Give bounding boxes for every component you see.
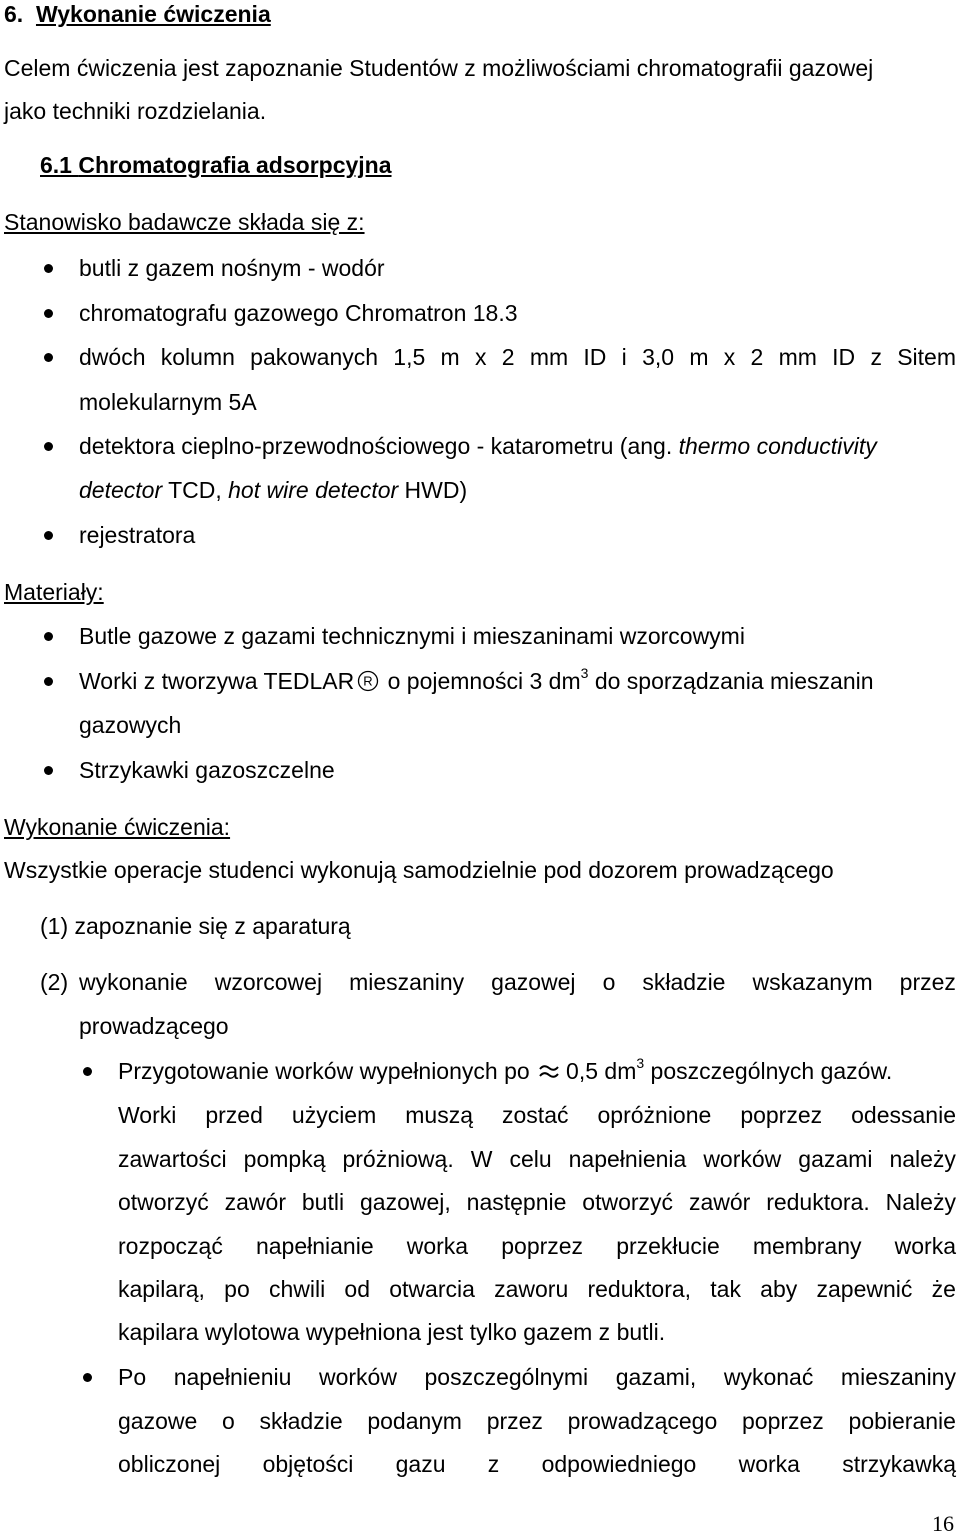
word: składzie: [642, 969, 726, 995]
sub-item-1-body-line-5: [118, 1275, 956, 1303]
sub-item-2-line-3: [118, 1450, 956, 1478]
word: z: [487, 1451, 500, 1478]
word: 1,5: [393, 344, 426, 370]
word: celu: [509, 1145, 552, 1172]
bullet-icon: [44, 442, 53, 451]
gases-text: poszczególnych gazów.: [644, 1058, 893, 1084]
word: zawór: [688, 1189, 751, 1216]
detector-abbr-2: HWD): [398, 477, 468, 503]
stand-item-3-line-1: [79, 343, 956, 371]
word: gazami,: [615, 1364, 697, 1390]
word: otworzyć: [118, 1189, 209, 1216]
word: objętości: [262, 1451, 354, 1478]
word: o: [222, 1407, 235, 1434]
bullet-icon: [44, 353, 53, 362]
word: m: [440, 344, 460, 370]
word: mm: [778, 344, 817, 370]
word: dwóch: [79, 344, 146, 370]
tedlar-text: Worki z tworzywa TEDLAR: [79, 668, 355, 694]
page-number: 16: [932, 1511, 954, 1536]
word: wskazanym: [752, 969, 873, 995]
procedure-heading: Wykonanie ćwiczenia:: [4, 814, 231, 840]
word: kapilarą,: [118, 1276, 205, 1303]
bullet-icon: [44, 531, 53, 540]
word: x: [723, 344, 736, 370]
word: worka: [894, 1232, 956, 1259]
sub-item-1-body-line-4: [118, 1232, 956, 1260]
word: użyciem: [291, 1102, 377, 1128]
svg-text:R: R: [363, 673, 373, 689]
word: odpowiedniego: [541, 1451, 697, 1478]
word: otwarcia: [389, 1276, 475, 1303]
word: napełnianie: [255, 1232, 374, 1259]
sub-item-1-line-1: [118, 1057, 892, 1085]
word: zostać: [502, 1102, 569, 1128]
word: gazu: [395, 1451, 446, 1478]
word: przekłucie: [616, 1232, 720, 1259]
word: przed: [205, 1102, 263, 1128]
bullet-icon: [83, 1067, 92, 1076]
word: ID: [832, 344, 856, 370]
capacity-text: o pojemności 3 dm: [381, 668, 581, 694]
word: napełnieniu: [173, 1364, 292, 1390]
approx-icon: [538, 1061, 560, 1081]
word: opróżnione: [597, 1102, 712, 1128]
word: membrany: [752, 1232, 862, 1259]
word: przez: [486, 1407, 543, 1434]
detector-text: detektora cieplno-przewodnościowego - katarometru (ang.: [79, 433, 679, 459]
superscript-3: 3: [580, 665, 589, 681]
word: pompką: [243, 1145, 326, 1172]
procedure-step-2-number: (2): [40, 969, 69, 995]
word: m: [689, 344, 709, 370]
word: zaworu: [494, 1276, 569, 1303]
sub-item-2-line-1: [118, 1363, 956, 1391]
word: po: [224, 1276, 250, 1303]
word: worków: [318, 1364, 397, 1390]
word: wykonać: [723, 1364, 814, 1390]
stand-item-1: butli z gazem nośnym - wodór: [79, 255, 385, 281]
bullet-icon: [44, 632, 53, 641]
word: worka: [738, 1451, 800, 1478]
bullet-icon: [44, 264, 53, 273]
sub-item-2-line-2: [118, 1407, 956, 1435]
word: Worki: [118, 1102, 177, 1128]
word: mm: [529, 344, 569, 370]
word: składzie: [259, 1407, 343, 1434]
word: należy: [889, 1145, 956, 1172]
word: gazami: [798, 1145, 873, 1172]
procedure-step-2-line-2: prowadzącego: [79, 1013, 229, 1039]
word: poprzez: [501, 1232, 584, 1259]
stand-item-2: chromatografu gazowego Chromatron 18.3: [79, 300, 518, 326]
word: reduktora,: [587, 1276, 692, 1303]
word: następnie: [466, 1189, 567, 1216]
word: 3,0: [642, 344, 675, 370]
word: zawartości: [118, 1145, 227, 1172]
word: W: [470, 1145, 493, 1172]
word: od: [344, 1276, 371, 1303]
word: zawór: [224, 1189, 286, 1216]
word: odessanie: [851, 1102, 956, 1128]
word: otworzyć: [582, 1189, 674, 1216]
bullet-icon: [83, 1373, 92, 1382]
bullet-icon: [44, 677, 53, 686]
word: gazowe: [118, 1407, 198, 1434]
sub-item-1-body-line-1: [118, 1101, 956, 1129]
section-heading: [4, 0, 271, 28]
intro-line-1: Celem ćwiczenia jest zapoznanie Studentów z możliwościami chromatografii gazowej: [4, 55, 874, 81]
subsection-heading: [40, 151, 392, 179]
stand-item-3-line-2: molekularnym 5A: [79, 389, 257, 415]
word: przez: [899, 969, 956, 995]
word: napełnienia: [568, 1145, 687, 1172]
word: gazowej,: [359, 1189, 451, 1216]
word: chwili: [268, 1276, 326, 1303]
word: o: [602, 969, 616, 995]
stand-heading: Stanowisko badawcze składa się z:: [4, 209, 365, 235]
word: podanym: [367, 1407, 462, 1434]
bullet-icon: [44, 309, 53, 318]
superscript-3: 3: [636, 1055, 645, 1071]
bullet-icon: [44, 766, 53, 775]
word: muszą: [405, 1102, 474, 1128]
materials-item-2-line-2: gazowych: [79, 712, 182, 738]
step-text: zapoznanie się z aparaturą: [74, 913, 351, 939]
prep-text: Przygotowanie worków wypełnionych po: [118, 1058, 537, 1084]
detector-italic-2: hot wire detector: [228, 477, 399, 503]
volume-text: 0,5 dm: [566, 1058, 637, 1084]
word: poprzez: [741, 1407, 824, 1434]
word: aby: [760, 1276, 798, 1303]
word: próżniową.: [342, 1145, 454, 1172]
sub-item-1-body-line-2: [118, 1145, 956, 1173]
word: Sitem: [897, 344, 956, 370]
materials-heading: Materiały:: [4, 579, 104, 605]
word: ID: [583, 344, 607, 370]
word: obliczonej: [118, 1451, 221, 1478]
step-number: (1): [40, 913, 69, 939]
stand-item-4-line-1: [79, 432, 877, 460]
subsection-number: 6.1: [40, 152, 72, 178]
detector-italic-1: detector: [79, 477, 163, 503]
procedure-step-1: [40, 912, 351, 940]
word: butli: [301, 1189, 345, 1216]
word: z: [870, 344, 882, 370]
word: x: [474, 344, 487, 370]
subsection-title: Chromatografia adsorpcyjna: [78, 152, 392, 178]
sub-item-1-body-line-3: [118, 1188, 956, 1216]
sub-item-1-last-line: kapilara wylotowa wypełniona jest tylko gazem z butli.: [118, 1319, 666, 1345]
section-number: 6.: [4, 1, 24, 27]
stand-item-4-line-2: [79, 476, 467, 504]
procedure-step-2-line-1: [79, 968, 956, 996]
word: 2: [501, 344, 515, 370]
word: tak: [710, 1276, 741, 1303]
materials-item-1: Butle gazowe z gazami technicznymi i mieszaninami wzorcowymi: [79, 623, 745, 649]
purpose-text: do sporządzania mieszanin: [588, 668, 874, 694]
materials-item-2-line-1: [79, 667, 874, 695]
word: poprzez: [740, 1102, 823, 1128]
intro-line-2: jako techniki rozdzielania.: [4, 98, 267, 124]
word: reduktora.: [766, 1189, 870, 1216]
section-title: Wykonanie ćwiczenia: [35, 1, 271, 27]
word: Po: [118, 1364, 147, 1390]
registered-icon: [357, 670, 379, 692]
procedure-intro: Wszystkie operacje studenci wykonują samodzielnie pod dozorem prowadzącego: [4, 857, 834, 883]
detector-abbr-1: TCD,: [162, 477, 229, 503]
word: zapewnić: [816, 1276, 913, 1303]
word: wzorcowej: [214, 969, 323, 995]
word: pobieranie: [848, 1407, 956, 1434]
word: mieszaniny: [840, 1364, 956, 1390]
word: i: [621, 344, 627, 370]
stand-item-5: rejestratora: [79, 522, 196, 548]
word: gazowej: [491, 969, 576, 995]
word: Należy: [885, 1189, 956, 1216]
word: pakowanych: [250, 344, 379, 370]
word: kolumn: [160, 344, 235, 370]
word: strzykawką: [842, 1451, 956, 1478]
word: worka: [406, 1232, 469, 1259]
detector-italic-term: thermo conductivity: [678, 433, 877, 459]
word: mieszaniny: [349, 969, 465, 995]
word: prowadzącego: [567, 1407, 718, 1434]
word: 2: [750, 344, 764, 370]
word: że: [931, 1276, 956, 1303]
word: wykonanie: [79, 969, 188, 995]
materials-item-3: Strzykawki gazoszczelne: [79, 757, 335, 783]
word: rozpocząć: [118, 1232, 223, 1259]
word: poszczególnymi: [424, 1364, 589, 1390]
word: worków: [703, 1145, 782, 1172]
